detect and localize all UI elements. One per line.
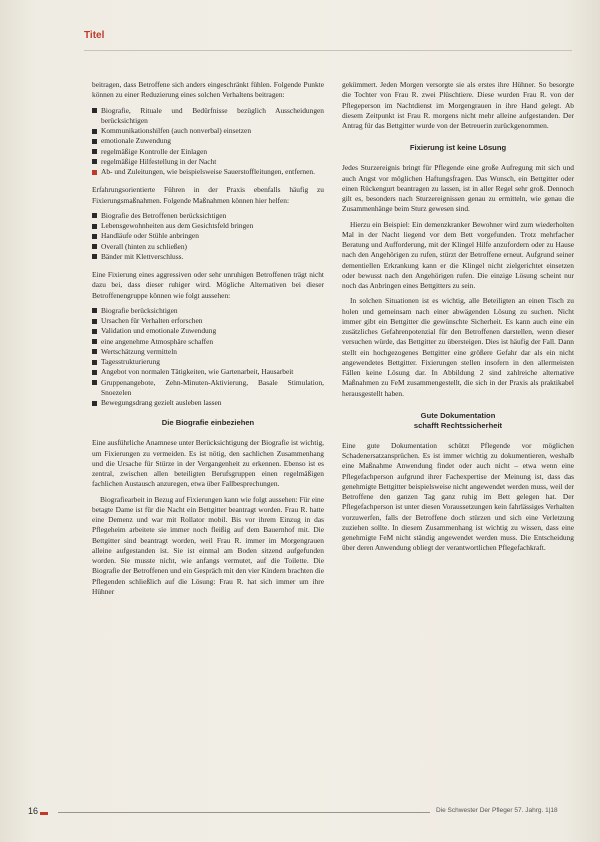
left-column [92, 80, 324, 602]
right-column [342, 80, 574, 559]
paragraph: gekümmert. Jeden Morgen versorgte sie als erstes ihre Hühner. So besorgte die Tochter von Frau R. zwei Plüschtiere. Diese wurden Frau R. von der Pflegeperson im Nachtdienst im Morgengrauen in ihre Hand gelegt. Ab diesem Zeitpunkt ist Frau R. morgens nicht mehr alleine aufgestanden. Der Antrag für das Bettgitter wurde von der Betreuerin zurückgenommen. [342, 80, 574, 130]
list-item: Ursachen für Verhalten erforschen [92, 316, 324, 326]
list-item: emotionale Zuwendung [92, 136, 324, 146]
paragraph: Jedes Sturzereignis bringt für Pflegende eine große Aufregung mit sich und auch Angst vor möglichen Haftungsfragen. Das Wunsch, ein Bettgitter oder einen Rückengurt beantragen zu lassen, ist in aller Regel sehr groß. Dennoch gilt es, besonders nach Sturzereignissen genau zu ermitteln, wie genau die Zusammenhänge beim Sturz gewesen sind. [342, 163, 574, 214]
section-rubric: Titel [84, 30, 105, 41]
list-item: regelmäßige Hilfestellung in der Nacht [92, 157, 324, 167]
header-rule [84, 50, 572, 51]
paragraph: Hierzu ein Beispiel: Ein demenzkranker Bewohner wird zum wiederholten Mal in der Nacht liegend vor dem Bett vorgefunden. Trotz mehrfacher Beratung und Aufforderung, mit der Klingel Hilfe anzufordern oder zu Hause nach den Angehörigen zu rufen, stürzt der Betroffene erneut. Aufgrund seiner dementiellen Erkrankung kann er die Klingel nicht zielgerichtet einsetzen oder bewusst nach den Angehörigen rufen. Die einzige Lösung scheint nur noch das Anbringen eines Bettgitters zu sein. [342, 219, 574, 290]
list-item: Gruppenangebote, Zehn-Minuten-Aktivierung, Basale Stimulation, Snoezelen [92, 378, 324, 399]
footer-accent-mark [40, 812, 48, 815]
list-item: Kommunikationshilfen (auch nonverbal) einsetzen [92, 126, 324, 136]
section-heading: Die Biografie einbeziehen [161, 418, 255, 428]
bullet-list [92, 211, 324, 262]
list-item: Bänder mit Klettverschluss. [92, 252, 324, 262]
list-item: eine angenehme Atmosphäre schaffen [92, 337, 324, 347]
page-number: 16 [28, 806, 39, 816]
paragraph: Biografiearbeit in Bezug auf Fixierungen kann wie folgt aussehen: Für eine betagte Dame ist für die Nacht ein Bettgitter beantragt worden. Frau R. hatte eine Demenz und war mit Rollator mobil. Bis vor ihrem Einzug in das Pflegeheim arbeitete sie immer noch fleißig auf dem Bauernhof mit. Die Bettgitter sind beantragt worden, weil Frau R. immer im Morgengrauen alleine aufgestanden ist. Sie ist einmal am Boden sitzend aufgefunden worden. Sie musste nicht, wie anfangs vermutet, auf die Toilette. Die Biografie der Betroffenen und ein Gespräch mit den vier Kindern brachten die Pflegenden schließlich auf die Lösung: Frau R. hat sich immer um ihre Hühner [92, 494, 324, 596]
list-item: Tagesstrukturierung [92, 357, 324, 367]
list-item: Validation und emotionale Zuwendung [92, 326, 324, 336]
bullet-list [92, 306, 324, 409]
journal-citation: Die Schwester Der Pfleger 57. Jahrg. 1|18 [436, 807, 558, 814]
paragraph: Eine Fixierung eines aggressiven oder sehr unruhigen Betroffenen trägt nicht dazu bei, dass dieser ruhiger wird. Mögliche Alternativen bei dieser Betroffenengruppe können wie folgt aussehen: [92, 270, 324, 300]
paragraph: In solchen Situationen ist es wichtig, alle Beteiligten an einen Tisch zu holen und gemeinsam nach einer abwägenden Lösung zu suchen. Nicht immer gibt ein Bettgitter die gewünschte Sicherheit. Es kann auch eine ein zusätzliches Gefahrenpotenzial für den Betroffenen darstellen, wenn dieser versuchen würde, das Bettgitter zu übersteigen. Dies ist häufig der Fall. Dann stellt ein hochgezogenes Bettgitter eine größere Gefahr dar als ein nicht angewendetes Bettgitter. Fixierungen stellen insofern in den allermeisten Fällen keine Lösung dar. In Abbildung 2 sind zahlreiche alternative Maßnahmen zu FeM zusammengestellt, die sich in der Praxis als praktikabel herausgestellt haben. [342, 296, 574, 398]
paragraph: beitragen, dass Betroffene sich anders eingeschränkt fühlen. Folgende Punkte können zu einer Reduzierung eines solchen Verhaltens beitragen: [92, 80, 324, 100]
list-item: Biografie, Rituale und Bedürfnisse bezüglich Ausscheidungen berücksichtigen [92, 106, 324, 127]
paragraph: Eine gute Dokumentation schützt Pflegende vor möglichen Schadenersatzansprüchen. Es ist immer wichtig zu dokumentieren, weshalb eine Maßnahme Anwendung findet oder auch nicht – etwa wenn eine Pflegefachperson aufgrund ihrer Fachexpertise der Meinung ist, dass das genehmigte Bettgitter beispielsweise nicht angewendet werden muss, weil der Betroffene den ganzen Tag ganz ruhig im Bett gelegen hat. Der Pflegefachperson ist unter diesen Voraussetzungen kein fahrlässiges Verhalten vorzuwerfen, falls der Betroffene doch stürzen und sich eine Verletzung zuziehen sollte. In diesem Zusammenhang ist wichtig zu wissen, dass eine genehmigte FeM nicht ständig angewendet werden muss. Die Entscheidung über deren Anwendung obliegt der verantwortlichen Pflegefachkraft. [342, 440, 574, 553]
list-item: Bewegungsdrang gezielt ausleben lassen [92, 398, 324, 408]
paragraph: Eine ausführliche Anamnese unter Berücksichtigung der Biografie ist wichtig, um Fixierungen zu vermeiden. Es ist nötig, den sachlichen Zusammenhang und die Ursache für Stürze in der Vergangenheit zu erkennen. Ebenso ist es zentral, zwischen allen beteiligten Berufsgruppen einen regelmäßigen fachlichen Austausch anzuregen, etwa über Fallbesprechungen. [92, 438, 324, 489]
list-item: Handläufe oder Stühle anbringen [92, 231, 324, 241]
list-item: Biografie berücksichtigen [92, 306, 324, 316]
heading-line: Gute Dokumentation [420, 410, 496, 420]
list-item: Wertschätzung vermitteln [92, 347, 324, 357]
footer-rule [58, 812, 430, 813]
list-item: Biografie des Betroffenen berücksichtigen [92, 211, 324, 221]
bullet-list [92, 106, 324, 178]
heading-line: schafft Rechtssicherheit [413, 420, 503, 430]
section-heading: Fixierung ist keine Lösung [409, 143, 507, 153]
list-item: Ab- und Zuleitungen, wie beispielsweise Sauerstoffleitungen, entfernen. [92, 167, 324, 177]
list-item: Lebensgewohnheiten aus dem Gesichtsfeld bringen [92, 221, 324, 231]
list-item: regelmäßige Kontrolle der Einlagen [92, 147, 324, 157]
paragraph: Erfahrungsorientierte Führen in der Praxis ebenfalls häufig zu Fixierungsmaßnahmen. Folgende Maßnahmen können hier helfen: [92, 185, 324, 205]
list-item: Angebot von normalen Tätigkeiten, wie Gartenarbeit, Hausarbeit [92, 367, 324, 377]
list-item: Overall (hinten zu schließen) [92, 242, 324, 252]
section-heading [342, 411, 574, 431]
